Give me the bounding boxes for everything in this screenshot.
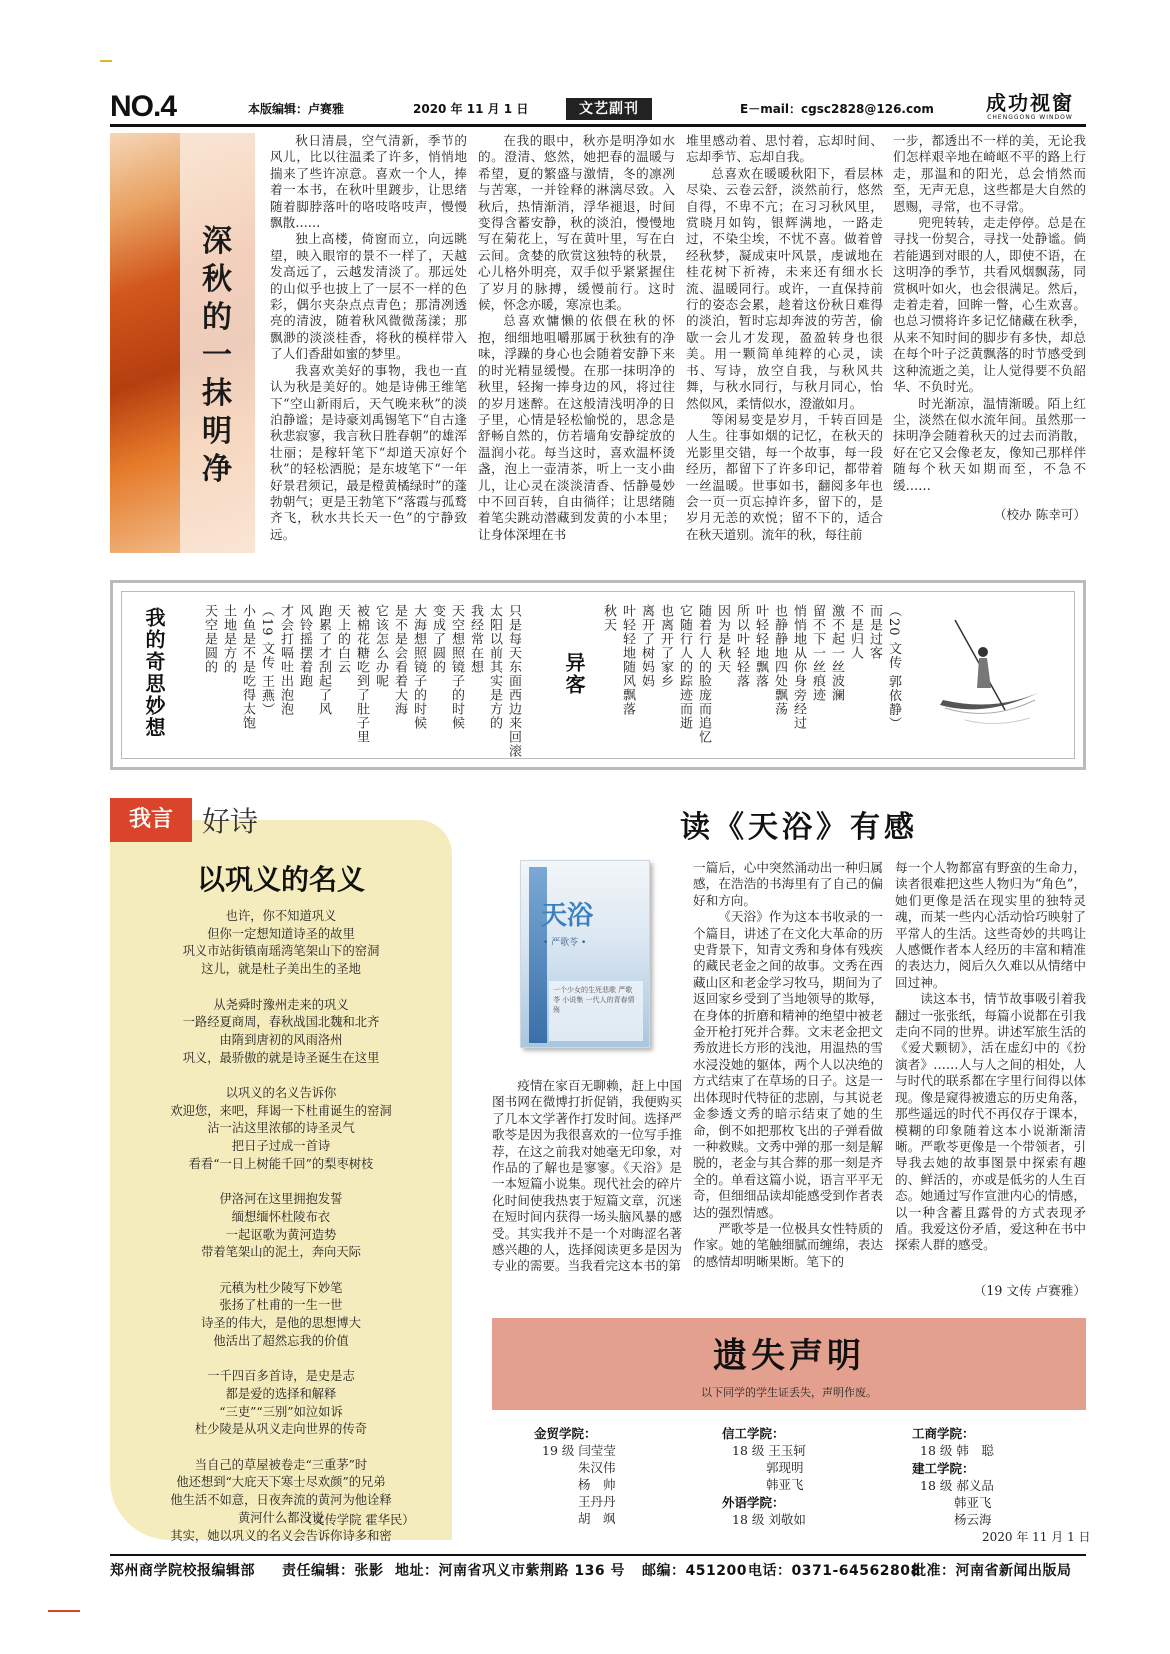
poem-signature: （文传学院 霍华民） xyxy=(300,1513,415,1527)
poem-line: 看看“一日上树能千回”的梨枣树枝 xyxy=(188,1156,374,1171)
paragraph: 独上高楼，倚窗而立，向远眺望，映入眼帘的景不一样了，天越发高远了，云越发清淡了。那远处的山似乎也披上了一层不一样的色彩，偶尔夹杂点点青色；那清冽透亮的清波，随着秋风微微荡漾；那飘渺的淡淡桂香，将秋的模样带入了人们香甜如蜜的梦里。 xyxy=(270,231,467,362)
poem-line: 叶轻轻地随风飘落 xyxy=(620,604,635,716)
poem-stanza xyxy=(118,1191,444,1262)
review-title: 读《天浴》有感 xyxy=(680,810,918,845)
footer-approval: 批准：河南省新闻出版局 xyxy=(912,1563,1072,1579)
poem-stanza xyxy=(118,997,444,1068)
poem-line: 黄河什么都没说 xyxy=(237,1510,325,1525)
corner-mark xyxy=(100,60,112,62)
book-author: • 严歌苓 • xyxy=(543,938,587,948)
issue-date: 2020 年 11 月 1 日 xyxy=(413,102,529,116)
poem-line: 他活出了超然忘我的价值 xyxy=(213,1333,349,1348)
poem-line: 土地是方的 xyxy=(221,604,236,674)
review-column-2 xyxy=(693,860,883,1304)
student-entry: 韩亚飞 xyxy=(766,1477,804,1492)
student-entry: 杨 帅 xyxy=(578,1477,616,1492)
paragraph: 兜兜转转，走走停停。总是在寻找一份契合，寻找一处静谧。倘若能遇到对眼的人，即使不语，在这明净的季节，共看风烟飘荡，同赏枫叶如火，也会很满足。然后，走着走着，回眸一瞥，心生欢喜。也总习惯将许多记忆储藏在秋季，从来不知时间的脚步有多快，却总在每个叶子泛黄飘落的时节感受到这种流逝之美，让人觉得要不负韶华、不负时光。 xyxy=(893,215,1086,395)
poem2-body xyxy=(601,604,902,754)
article-column-1 xyxy=(270,133,467,558)
review-column-3 xyxy=(895,860,1086,1284)
poem-line: 是不是会看着大海 xyxy=(392,604,407,716)
poem2-title: 异客 xyxy=(562,652,586,696)
poem-line: 他生活不如意，日夜奔流的黄河为他诠释 xyxy=(170,1493,392,1508)
poem-line: 叶轻轻地飘落 xyxy=(753,604,768,688)
student-entry: 18 级 王玉轲 xyxy=(732,1443,806,1458)
paragraph: 严歌苓是一位极具女性特质的作家。她的笔触细腻而缠绵，表达的感情却明晰果断。笔下的 xyxy=(693,1220,883,1269)
poem-line: 不是归人 xyxy=(848,604,863,660)
book-title: 天浴 xyxy=(541,901,594,931)
page-editor: 本版编辑：卢赛雅 xyxy=(248,102,345,116)
poem-line: 元稹为杜少陵写下妙笔 xyxy=(219,1280,343,1295)
poem-line: 只是每天东面西边来回滚 xyxy=(506,604,521,758)
poem-line: 一路经夏商周，春秋战国北魏和北齐 xyxy=(182,1015,380,1030)
section-tag: 我言 xyxy=(110,798,192,842)
poem-line: 当自己的草屋被卷走“三重茅”时 xyxy=(194,1457,368,1472)
review-column-1 xyxy=(492,1078,682,1304)
review-signature: （19 文传 卢赛雅） xyxy=(973,1283,1086,1298)
poem-line: 跑累了才刮起了风 xyxy=(316,604,331,716)
poem-stanza xyxy=(118,1280,444,1351)
student-entry: 王丹丹 xyxy=(578,1494,616,1509)
poem-line: 秋天 xyxy=(601,604,616,632)
lost-list-gongshang xyxy=(912,1424,1052,1528)
college-heading: 信工学院： xyxy=(722,1426,785,1441)
lost-notice-title: 遗失声明 xyxy=(713,1336,865,1376)
poem-stanza xyxy=(118,1368,444,1439)
poem-line: 天空想照镜子的时候 xyxy=(449,604,464,730)
poem-line: 被棉花糖吃到了肚子里 xyxy=(354,604,369,744)
lost-notice-date: 2020 年 11 月 1 日 xyxy=(982,1530,1091,1544)
poem-line: 而是过客 xyxy=(867,604,882,660)
poem-line: 巩义市站街镇南瑶湾笔架山下的窑洞 xyxy=(182,944,380,959)
book-cover-image xyxy=(520,860,650,1048)
poem-line: 因为是秋天 xyxy=(715,604,730,674)
student-entry: 胡 飒 xyxy=(578,1511,616,1526)
footer-phone: 电话：0371-64562808 xyxy=(748,1563,921,1579)
student-entry: 18 级 郝义品 xyxy=(920,1478,994,1493)
paragraph: 每一个人物都富有野蛮的生命力，读者很难把这些人物归为“角色”，她们更像是活在现实里的独特灵魂，而某一些内心活动恰巧映射了平常人的生活。这些奇妙的共鸣让人感慨作者本人经历的丰富和精准的表达力，阅后久久难以从情绪中回过神。 xyxy=(895,860,1086,990)
boat-ink-illustration xyxy=(935,600,1045,740)
poem-stanza xyxy=(118,1457,444,1546)
poem-line: 天上的白云 xyxy=(335,604,350,674)
poem-line: 所以叶轻轻落 xyxy=(734,604,749,688)
poem-line: 它该怎么办呢 xyxy=(373,604,388,688)
paragraph: 总喜欢在暖暖秋阳下，看层林尽染、云卷云舒，淡然前行，悠然自得，不卑不亢；在习习秋风里，赏晓月如钩，银辉满地，一路走过，不染尘埃，不忧不喜。做着曾经秋梦，凝成束叶风景，虔诚地在桂花树下祈祷，未来还有细水长流、温暖同行。或许，一直保持前行的姿态会累，趁着这份秋日难得的淡泊，暂时忘却奔波的劳苦，偷歇一会儿才发现，盈盈转身也很美。用一颗简单纯粹的心灵，读书、写诗，放空自我，与秋风共舞，与秋水同行，与秋月同心，怡然似风，柔情似水，澄澈如月。 xyxy=(686,165,883,411)
poem-stanza xyxy=(118,1085,444,1174)
poem-line: 由隋到唐初的风雨洛州 xyxy=(219,1032,343,1047)
paragraph: 我喜欢美好的事物，我也一直认为秋是美好的。她是诗佛王维笔下“空山新雨后，天气晚来秋”的淡泊静谧；是诗豪刘禹锡笔下“自古逢秋悲寂寥，我言秋日胜春朝”的雄浑壮丽；是稼轩笔下“却道天凉好个秋”的轻松洒脱；是东坡笔下“一年好景君须记，最是橙黄橘绿时”的蓬勃朝气；更是王勃笔下“落霞与孤鹜齐飞，秋水共长天一色”的宁静致远。 xyxy=(270,362,467,542)
poem-line: 巩义，最骄傲的就是诗圣诞生在这里 xyxy=(182,1050,380,1065)
poem-stanza xyxy=(118,908,444,979)
issue-number: NO.4 xyxy=(110,90,177,123)
paragraph: 等闲易变是岁月，千转百回是人生。往事如烟的记忆，在秋天的光影里交错，每一个故事，每一段经历，都留下了许多印记，都带着一丝温暖。世事如书，翻阅多年也会一页一页忘掉许多，留下的，是岁月无恙的欢悦；留不下的，适合在秋天道别。流年的秋，每往前 xyxy=(686,411,883,542)
section-tag-label: 好诗 xyxy=(202,805,259,838)
poem-line: 它随行人的踪迹而逝 xyxy=(677,604,692,730)
footer-org: 郑州商学院校报编辑部 xyxy=(110,1563,255,1579)
poem-author: （19 文传 王燕） xyxy=(259,604,274,717)
poem-line: 以巩义的名义告诉你 xyxy=(225,1086,337,1100)
footer-rule xyxy=(110,1554,1086,1556)
student-entry: 韩亚飞 xyxy=(954,1495,992,1510)
poem-line: 变成了圆的 xyxy=(430,604,445,674)
poem-line: 也许，你不知道巩义 xyxy=(225,909,337,923)
paragraph: 一步，都透出不一样的美，无论我们怎样艰辛地在崎岖不平的路上行走，那温和的阳光，总会悄然而至，无声无息，这些都是大自然的恩赐，寻常，也不寻常。 xyxy=(893,133,1086,214)
college-heading: 金贸学院： xyxy=(534,1426,597,1441)
poem-line: 也离开了家乡 xyxy=(658,604,673,688)
article-title: 深秋的一抹明净 xyxy=(202,224,232,487)
poem1-body xyxy=(182,604,522,758)
logo-subtitle: CHENGGONG WINDOW xyxy=(987,114,1073,121)
paragraph: 一篇后，心中突然涌动出一种归属感，在浩浩的书海里有了自己的偏好和方向。 xyxy=(693,860,883,908)
poem-line: 其实，她以巩义的名义会告诉你诗多和密 xyxy=(170,1528,392,1543)
poem-line: 这儿，就是杜子美出生的圣地 xyxy=(201,962,361,977)
book-spine xyxy=(529,867,547,1043)
lost-notice-banner xyxy=(492,1318,1086,1410)
poem-body xyxy=(118,908,444,1563)
student-entry: 18 级 韩 聪 xyxy=(920,1443,994,1458)
lost-notice-subtitle: 以下同学的学生证丢失，声明作废。 xyxy=(701,1386,877,1399)
lost-list-xingong xyxy=(722,1424,862,1528)
college-heading: 建工学院： xyxy=(912,1461,975,1476)
college-heading: 工商学院： xyxy=(912,1426,975,1441)
corner-mark xyxy=(48,1610,80,1612)
poem-line: 也静静地四处飘荡 xyxy=(772,604,787,716)
paragraph: 疫情在家百无聊赖，赶上中国图书网在微博打折促销，我便购买了几本文学著作打发时间。选择严歌苓是因为我很喜欢的一位写手推荐，在这之前我对她毫无印象，对作品的了解也是寥寥。《天浴》是一本短篇小说集。现代社会的碎片化时间使我热衷于短篇文章，沉迷在短时间内获得一场头脑风暴的感受。其实我并不是一个对晦涩名著感兴趣的人，选择阅读更多是因为专业的需要。当我看完这本书的第 xyxy=(492,1078,682,1274)
paragraph: 时光渐凉，温情渐暖。陌上红尘，淡然在似水流年间。虽然那一抹明净会随着秋天的过去而消散，好在它又会像老友，像知己那样伴随每个秋天如期而至，不急不缓…… xyxy=(893,395,1086,493)
poem-line: 诗圣的伟大，是他的思想博大 xyxy=(201,1316,361,1331)
poem-line: 沾一沾这里浓郁的诗圣灵气 xyxy=(207,1121,355,1136)
footer-editor: 责任编辑：张影 xyxy=(282,1563,384,1579)
footer-address: 地址：河南省巩义市紫荆路 136 号 xyxy=(395,1563,625,1579)
poem-line: 他还想到“大庇天下寒士尽欢颜”的兄弟 xyxy=(176,1475,386,1490)
poem-line: 但你一定想知道诗圣的故里 xyxy=(207,926,355,941)
poem-line: 风铃摇摆着跑 xyxy=(297,604,312,688)
poem-line: 一千四百多首诗，是史是志 xyxy=(207,1369,355,1384)
paragraph: 在我的眼中，秋亦是明净如水的。澄清、悠然，她把春的温暖与希望，夏的繁盛与激情，冬的凛冽与苦寒，一并铨释的淋漓尽致。入秋后，热情渐消，浮华褪退，时间变得含蓄安静，秋的淡泊，慢慢地写在菊花上，写在黄叶里，写在白云间。贪婪的欣赏这独特的秋景，心儿格外明亮，双手似乎紧紧握住了岁月的脉搏，缓慢前行。这时候，怀念亦暖，寒凉也柔。 xyxy=(478,133,675,313)
paragraph: 《天浴》作为这本书收录的一个篇目，讲述了在文化大革命的历史背景下，知青文秀和身体有残疾的藏民老金之间的故事。文秀在西藏山区和老金学习牧马，期间为了返回家乡受到了当地领导的欺辱，在身体的折磨和精神的绝望中被老金开枪打死并合葬。文末老金把文秀放进长方形的浅池，用温热的雪水浸没她的躯体，两个人以决绝的方式结束了在草场的日子。这是一出体现时代特征的悲剧，与其说老金参透文秀的暗示结束了她的生命，倒不如把那枚飞出的子弹看做一种救赎。文秀中弹的那一刻是解脱的，老金与其合葬的那一刻是齐全的。单看这篇小说，语言平平无奇，但细细品读却能感受到作者表达的强烈情感。 xyxy=(693,909,883,1220)
poem-line: 都是爱的选择和解释 xyxy=(225,1386,337,1401)
lost-list-jinmao xyxy=(534,1424,664,1527)
section-label: 文艺副刊 xyxy=(566,98,652,120)
paragraph: 总喜欢慵懒的依偎在秋的怀抱，细细地咀嚼那属于秋独有的净味，浮躁的身心也会随着安静下来的时光精显缓慢。在那一抹明净的秋里，轻掬一捧身边的风，将过往的岁月迷醉。在这般清浅明净的日子里，心情是轻松愉悦的，思念是舒畅自然的，仿若墙角安静绽放的温润小花。每当这时，喜欢温杯烫盏，泡上一壶清茶，听上一支小曲儿，让心灵在淡淡清香、恬静曼妙中不回百转，自由徜徉；让思绪随着笔尖跳动潜藏到发黄的小本里；让身体深埋在书 xyxy=(478,313,675,542)
footer-postcode: 邮编：451200 xyxy=(642,1563,747,1579)
poem-line: 我经常在想 xyxy=(468,604,483,674)
article-signature: （校办 陈幸可） xyxy=(993,507,1086,522)
newspaper-logo xyxy=(974,92,1086,122)
book-blurb: 一个少女的生死悲歌 严歌苓 小说集 一代人的青春情殇 xyxy=(549,981,643,1041)
autumn-leaves-image xyxy=(110,133,255,553)
poem-line: 太阳以前其实是方的 xyxy=(487,604,502,730)
poem1-title: 我的奇思妙想 xyxy=(142,607,166,739)
paragraph: 堆里感动着、思忖着，忘却时间、忘却季节、忘却自我。 xyxy=(686,133,883,165)
poem-line: 小鱼是不是吃得太饱 xyxy=(240,604,255,730)
poem-line: 伊洛河在这里拥抱发誓 xyxy=(219,1192,343,1207)
paragraph: 读这本书，情节故事吸引着我翻过一张张纸，每篇小说都在引我走向不同的世界。讲述军旅生活的《爱犬颗韧》，活在虚幻中的《扮演者》……人与人之间的相处，人与时代的联系都在字里行间得以体现。像是窥得被遗忘的历史角落，那些遥远的时代不再仅存于课本，模糊的印象随着这本小说渐渐清晰。严歌苓更像是一个带领者，引导我去她的故事图景中探索有趣的、鲜活的，亦或是低劣的人生百态。她通过写作宣泄内心的情感，以一种含蓄且露骨的方式表现矛盾。我爱这份矛盾，爱这种在书中探索人群的感受。 xyxy=(895,991,1086,1253)
student-entry: 18 级 刘敬如 xyxy=(732,1512,806,1527)
poem-line: 张扬了杜甫的一生一世 xyxy=(219,1298,343,1313)
article-column-3 xyxy=(686,133,883,558)
article-column-4 xyxy=(893,133,1086,513)
article-column-2 xyxy=(478,133,675,558)
poem-line: 把日子过成一首诗 xyxy=(231,1139,331,1154)
poem-line: 从尧舜时豫州走来的巩义 xyxy=(213,997,349,1012)
paragraph: 秋日清晨，空气清新，季节的风儿，比以往温柔了许多，悄悄地揣来了些许凉意。喜欢一个人，捧着一本书，在秋叶里踱步，让思绪随着脚脖落叶的咯吱咯吱声，慢慢飘散…… xyxy=(270,133,467,231)
poem-line: 离开了树妈妈 xyxy=(639,604,654,688)
poem-title: 以巩义的名义 xyxy=(196,863,365,896)
student-entry: 19 级 闫莹莹 xyxy=(542,1443,616,1458)
poem-line: 欢迎您，来吧，拜谒一下杜甫诞生的窑洞 xyxy=(170,1103,392,1118)
poem-line: 才会打嗝吐出泡泡 xyxy=(278,604,293,716)
poem-line: 杜少陵是从巩义走向世界的传奇 xyxy=(194,1422,368,1437)
student-entry: 朱汉伟 xyxy=(578,1460,616,1475)
poem-line: （20 文传 郭依静） xyxy=(886,604,901,731)
poem-line: 留不下一丝痕迹 xyxy=(810,604,825,702)
poem-line: 随着行人的脸庞而追忆 xyxy=(696,604,711,744)
poem-line: 天空是圆的 xyxy=(202,604,217,674)
poem-line: 一起讴歌为黄河造势 xyxy=(225,1227,337,1242)
poem-line: “三吏”“三别”如泣如诉 xyxy=(219,1404,343,1419)
contact-email: E－mail：cgsc2828@126.com xyxy=(740,102,934,116)
poem-line: 激不起一丝波澜 xyxy=(829,604,844,702)
logo-title: 成功视窗 xyxy=(986,91,1074,115)
student-entry: 郭现明 xyxy=(766,1460,804,1475)
poem-line: 带着笔架山的泥土，奔向天际 xyxy=(201,1245,361,1260)
poem-line: 缅想缅怀杜陵布衣 xyxy=(231,1209,331,1224)
header-rule xyxy=(110,124,1086,127)
poem-line: 悄悄地从你身旁经过 xyxy=(791,604,806,730)
poem-line: 大海想照镜子的时候 xyxy=(411,604,426,730)
college-heading: 外语学院： xyxy=(722,1495,785,1510)
student-entry: 杨云海 xyxy=(954,1512,992,1527)
